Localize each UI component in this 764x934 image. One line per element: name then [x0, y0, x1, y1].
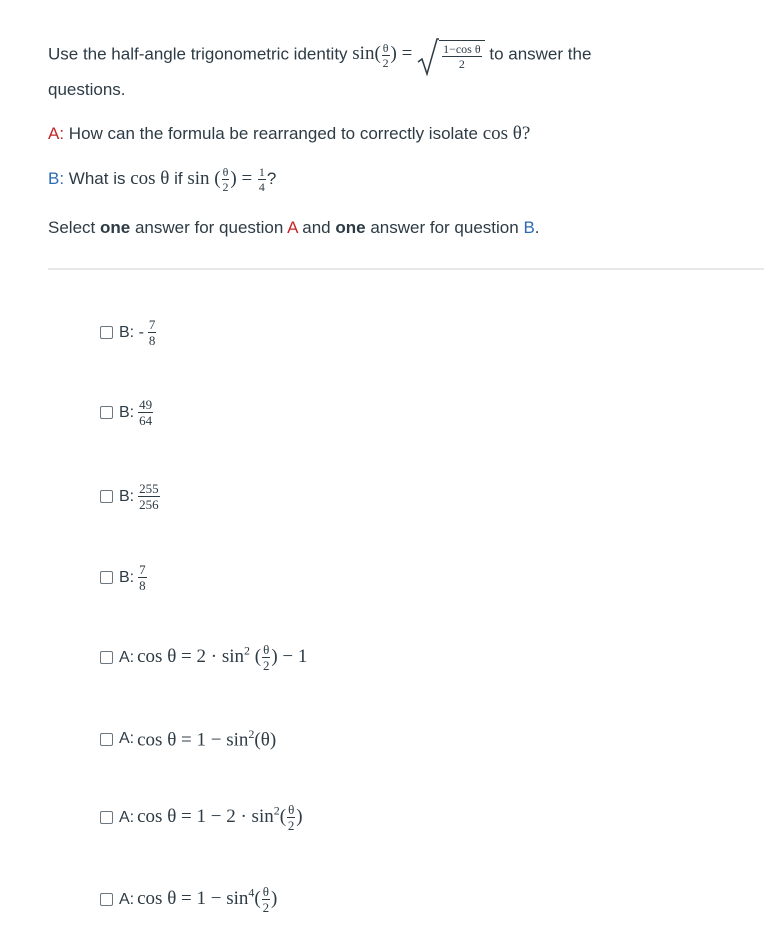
sqrt-den: 2 [458, 57, 465, 71]
question-a [48, 123, 530, 145]
intro-prefix: Use the half-angle trigonometric identity [48, 44, 348, 64]
question-b-if: if [174, 168, 183, 188]
question-b-frac-num: θ [222, 165, 229, 179]
option-b-neg-7-8[interactable] [100, 318, 157, 347]
checkbox[interactable] [100, 406, 113, 419]
question-b-val-den: 4 [258, 180, 265, 194]
option-prefix: B: [119, 568, 135, 586]
instruction-one-b: one [335, 218, 366, 237]
option-a-1-minus-2sin2[interactable] [100, 803, 303, 832]
identity-half-angle [382, 42, 390, 69]
checkbox[interactable] [100, 893, 113, 906]
checkbox[interactable] [100, 571, 113, 584]
intro-line-1 [48, 40, 591, 70]
intro-line-2: questions. [48, 80, 126, 99]
sqrt-num: 1−cos θ [443, 42, 481, 56]
option-prefix: B: - [119, 323, 144, 341]
option-prefix: B: [119, 403, 135, 421]
option-fraction [138, 482, 160, 511]
option-num: 49 [139, 397, 153, 412]
checkbox[interactable] [100, 811, 113, 824]
question-a-end: ? [521, 123, 531, 144]
option-expression: $\cos \theta = 1 - \sin^2(\theta)$ [137, 727, 277, 751]
question-b-end: ? [266, 168, 277, 188]
checkbox[interactable] [100, 490, 113, 503]
option-prefix: A: [119, 648, 135, 666]
option-den: 256 [139, 497, 159, 512]
sqrt-expression [417, 40, 485, 70]
checkbox[interactable] [100, 651, 113, 664]
option-fraction [138, 398, 153, 427]
option-expression: $\cos \theta = 1 - \sin^4$( $\frac{\theta}{2}$ ) [137, 884, 278, 915]
identity-frac-num: θ [382, 40, 389, 55]
identity-formula [352, 40, 489, 71]
question-a-expr: cos θ [482, 123, 522, 144]
question-b-text: What is [68, 168, 126, 188]
intro-suffix: to answer the [489, 44, 592, 64]
question-b-sin: sin ( [187, 167, 221, 189]
option-a-1-minus-sin2-theta[interactable] [100, 727, 276, 751]
option-den: 8 [139, 578, 146, 593]
sqrt-fraction [442, 43, 482, 70]
instruction-mid2: answer for question [370, 218, 519, 237]
option-fraction [138, 563, 147, 592]
question-b-cos: cos θ [130, 167, 170, 189]
instruction-and: and [302, 218, 331, 237]
question-a-label: A: [48, 124, 65, 143]
checkbox[interactable] [100, 326, 113, 339]
option-prefix: B: [119, 487, 135, 505]
option-prefix: A: [119, 730, 135, 748]
option-num: 255 [139, 481, 159, 496]
question-b-val-num: 1 [258, 165, 265, 179]
option-prefix: A: [119, 890, 135, 908]
instruction-mid: answer for question [134, 218, 284, 237]
question-b-label: B: [48, 168, 65, 188]
option-fraction [148, 318, 157, 347]
divider [48, 268, 764, 270]
question-b-half-angle [222, 166, 230, 193]
question-b-sin-close: ) = [230, 167, 253, 189]
question-b-sin-expr [187, 165, 267, 194]
question-b [48, 166, 276, 193]
option-den: 8 [148, 333, 156, 348]
identity-close: ) = [390, 43, 413, 65]
option-prefix: A: [119, 808, 135, 826]
radical-sign-icon [417, 38, 439, 78]
instruction-a: A [287, 218, 298, 237]
instruction [48, 218, 540, 238]
option-b-49-64[interactable] [100, 398, 154, 427]
option-b-255-256[interactable] [100, 482, 161, 511]
option-num: 7 [148, 317, 156, 332]
option-expression: $\cos \theta = 2 \cdot \sin^2$ ( $\frac{\theta}{2}$ ) − 1 [137, 642, 308, 673]
instruction-end: . [534, 218, 540, 237]
option-a-1-minus-sin4[interactable] [100, 885, 277, 914]
option-expression: $\cos \theta = 1 - 2 \cdot \sin^2$( $\frac{\theta}{2}$ ) [137, 802, 303, 833]
instruction-b: B [523, 218, 535, 237]
option-num: 7 [139, 562, 146, 577]
instruction-one-a: one [99, 218, 131, 237]
question-a-text: How can the formula be rearranged to correctly isolate [68, 124, 478, 143]
question-b-frac-den: 2 [222, 180, 229, 194]
identity-lhs: sin( [352, 43, 381, 65]
option-b-7-8[interactable] [100, 563, 148, 592]
identity-frac-den: 2 [382, 55, 389, 70]
instruction-select: Select [48, 218, 96, 237]
option-den: 64 [139, 413, 153, 428]
option-a-2sin2-minus-1[interactable] [100, 643, 307, 672]
question-b-value [258, 166, 266, 193]
checkbox[interactable] [100, 733, 113, 746]
